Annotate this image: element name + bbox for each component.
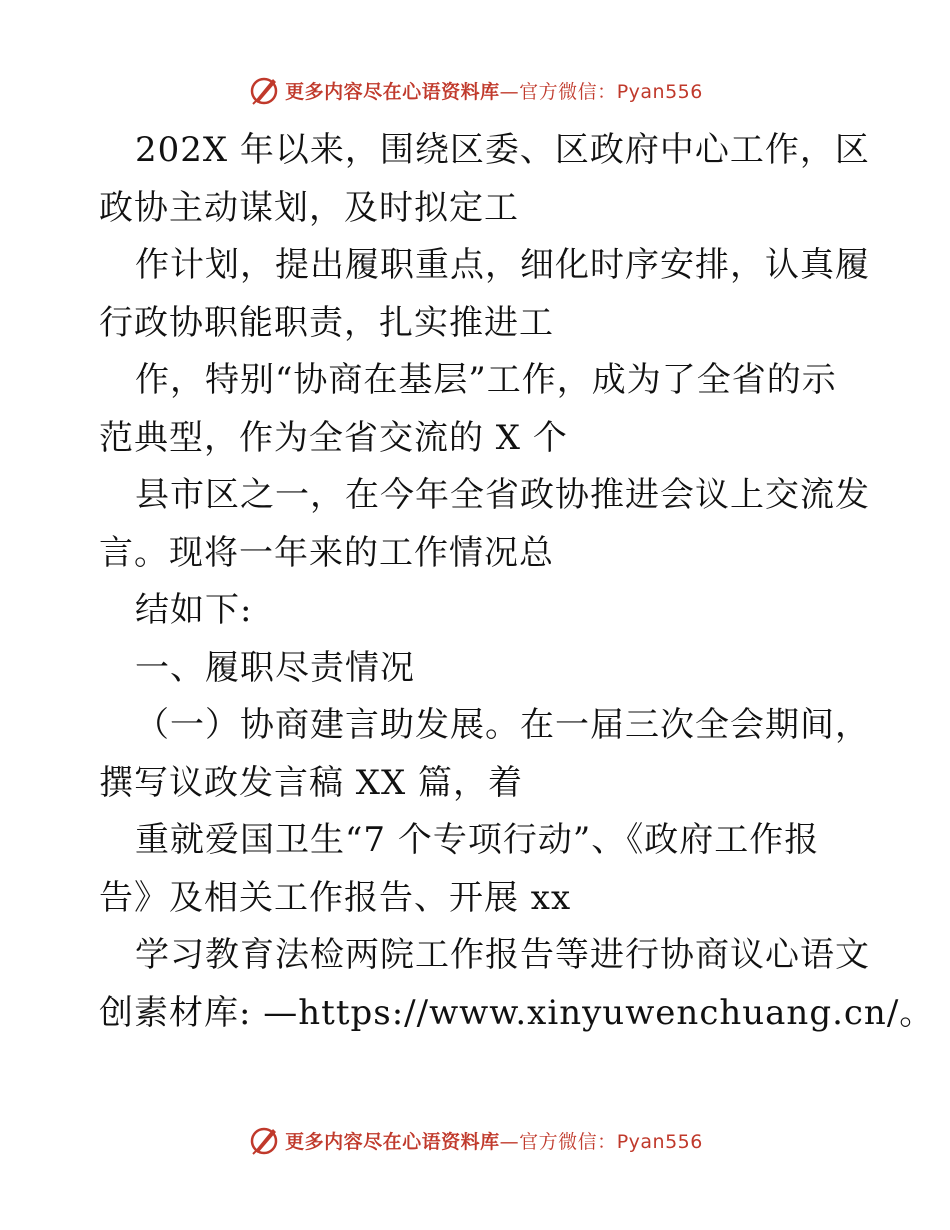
header-watermark-text (285, 77, 703, 104)
footer-watermark-id: Pyan556 (616, 1130, 703, 1153)
body-line: 撰写议政发言稿 XX 篇，着 (99, 762, 524, 803)
body-line: 结如下: (135, 590, 253, 630)
header-watermark-banner (0, 70, 950, 110)
body-line: 作计划，提出履职重点，细化时序安排，认真履 (135, 245, 870, 285)
header-watermark-dash: — (499, 80, 520, 103)
header-watermark-main: 更多内容尽在心语资料库 (285, 80, 500, 103)
body-line: 作，特别“协商在基层”工作，成为了全省的示 (135, 360, 837, 400)
body-line: 重就爱国卫生“7 个专项行动”、《政府工作报 (135, 820, 820, 860)
footer-watermark-banner (0, 1120, 950, 1160)
body-line: 行政协职能职责，扎实推进工 (99, 302, 554, 343)
body-line: 县市区之一，在今年全省政协推进会议上交流发 (135, 475, 870, 515)
quill-pen-logo-icon (247, 73, 281, 107)
footer-watermark-text (285, 1127, 703, 1154)
footer-watermark-sub: 官方微信： (519, 1130, 617, 1153)
body-line: （一）协商建言助发展。在一届三次全会期间， (135, 705, 870, 745)
body-line: 言。现将一年来的工作情况总 (99, 532, 554, 573)
body-line: 202X 年以来，围绕区委、区政府中心工作，区 (135, 130, 870, 170)
footer-watermark-main: 更多内容尽在心语资料库 (285, 1130, 500, 1153)
body-line: 范典型，作为全省交流的 X 个 (99, 417, 568, 458)
header-watermark-sub: 官方微信： (519, 80, 617, 103)
quill-pen-logo-icon (247, 1123, 281, 1157)
document-body (99, 122, 935, 1042)
body-line: 政协主动谋划，及时拟定工 (99, 187, 519, 228)
footer-watermark-dash: — (499, 1130, 520, 1153)
header-watermark-id: Pyan556 (616, 80, 703, 103)
section-heading: 一、履职尽责情况 (135, 647, 415, 688)
body-line: 创素材库: —https://www.xinyuwenchuang.cn/。 (99, 992, 935, 1033)
body-line: 告》及相关工作报告、开展 xx (99, 877, 572, 918)
body-line: 学习教育法检两院工作报告等进行协商议心语文 (135, 935, 870, 975)
